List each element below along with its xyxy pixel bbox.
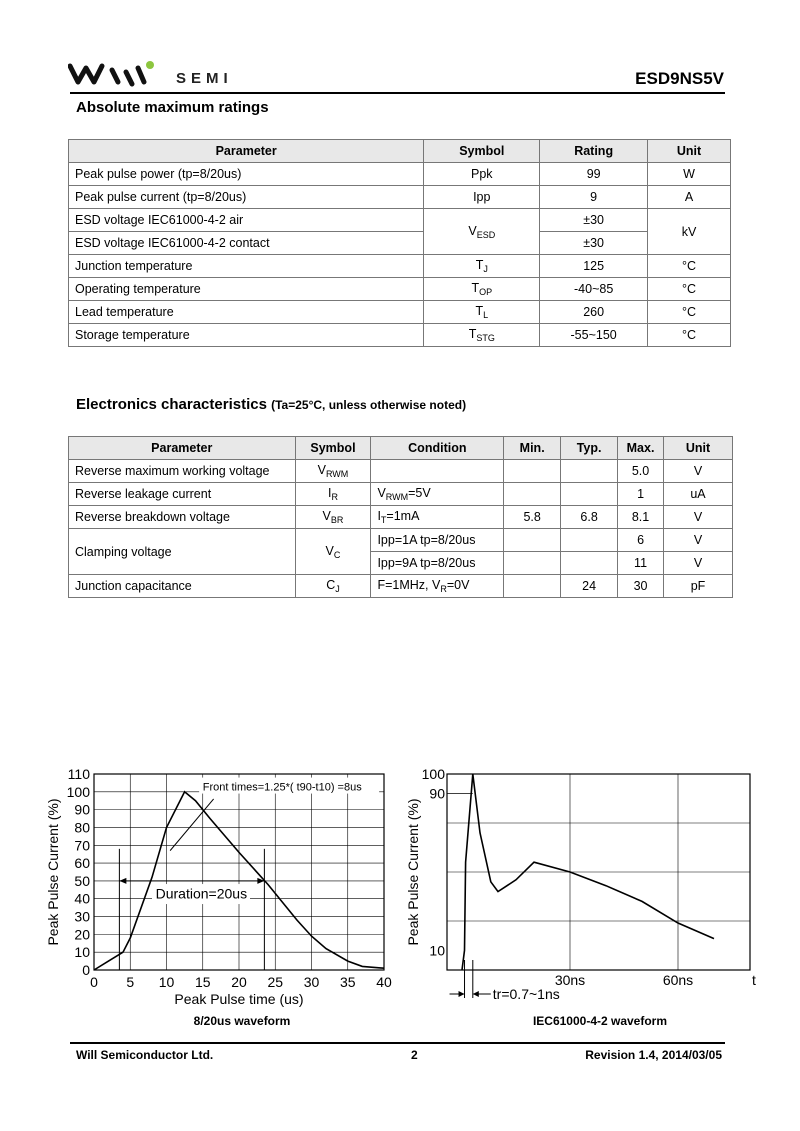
amr-rating: 260 <box>540 301 648 324</box>
ec-title: Electronics characteristics (Ta=25°C, unless otherwise noted) <box>76 396 467 413</box>
amr-symbol: $T_{STG}$ <box>424 324 540 347</box>
y-tick-label: 70 <box>74 837 90 854</box>
ec-symbol: $V_{RWM}$ <box>295 460 371 483</box>
amr-header-cell: Rating <box>540 140 648 163</box>
amr-symbol: $V_{ESD}$ <box>424 209 540 255</box>
y-tick-label: 90 <box>74 801 90 818</box>
ec-max: 8.1 <box>618 506 664 529</box>
amr-title: Absolute maximum ratings <box>76 99 269 116</box>
ec-max: 1 <box>618 483 664 506</box>
y-tick-label: 100 <box>421 766 445 782</box>
x-tick-label: 30ns <box>554 972 586 988</box>
table-row <box>69 163 731 186</box>
ec-max: 11 <box>618 552 664 575</box>
annotation-duration: Duration=20us <box>155 885 248 902</box>
ec-min <box>504 529 561 552</box>
amr-unit: °C <box>648 324 731 347</box>
table-row <box>69 460 733 483</box>
amr-unit: A <box>648 186 731 209</box>
ec-header-cell: Unit <box>664 437 733 460</box>
ec-header-cell: Max. <box>618 437 664 460</box>
ec-note: (Ta=25°C, unless otherwise noted) <box>271 398 467 412</box>
ec-condition: F=1MHz, $V_R=0V$ <box>371 575 504 598</box>
table-row <box>69 575 733 598</box>
chart-iec-waveform <box>400 760 765 1010</box>
amr-unit: kV <box>648 209 731 255</box>
arrow-head-left <box>459 991 465 997</box>
amr-unit: °C <box>648 255 731 278</box>
ec-unit: V <box>664 460 733 483</box>
table-row <box>69 529 733 552</box>
amr-param: Lead temperature <box>69 301 424 324</box>
table-row <box>69 232 731 255</box>
y-tick-label: 10 <box>429 942 445 959</box>
amr-rating: ±30 <box>540 232 648 255</box>
y-tick-label: 80 <box>74 819 90 836</box>
will-semi-logo <box>68 58 173 88</box>
y-tick-label: 40 <box>74 890 90 907</box>
y-tick-label: 0 <box>82 962 90 978</box>
ec-condition: Ipp=1A tp=8/20us <box>371 529 504 552</box>
amr-unit: W <box>648 163 731 186</box>
table-row <box>69 324 731 347</box>
ec-param: Reverse maximum working voltage <box>69 460 296 483</box>
table-row <box>69 278 731 301</box>
ec-symbol: $V_C$ <box>295 529 371 575</box>
y-axis-label: Peak Pulse Current (%) <box>45 798 61 946</box>
amr-symbol: $T_{OP}$ <box>424 278 540 301</box>
ec-header-cell: Parameter <box>69 437 296 460</box>
x-tick-label: 60ns <box>662 972 694 988</box>
amr-unit: °C <box>648 301 731 324</box>
amr-param: Operating temperature <box>69 278 424 301</box>
ec-symbol: $I_R$ <box>295 483 371 506</box>
amr-param: ESD voltage IEC61000-4-2 air <box>69 209 424 232</box>
chart-8-20us <box>40 760 400 1010</box>
x-tick-label: 40 <box>376 974 392 990</box>
y-tick-label: 110 <box>67 766 90 782</box>
ec-typ: 24 <box>561 575 618 598</box>
annotation-front-times: Front times=1.25*( t90-t10) =8us <box>202 781 362 794</box>
amr-param: ESD voltage IEC61000-4-2 contact <box>69 232 424 255</box>
footer-company: Will Semiconductor Ltd. <box>76 1048 214 1062</box>
amr-symbol: Ipp <box>424 186 540 209</box>
amr-symbol: $T_L$ <box>424 301 540 324</box>
x-tick-label: 5 <box>126 974 135 990</box>
ec-condition: Ipp=9A tp=8/20us <box>371 552 504 575</box>
ec-typ <box>561 552 618 575</box>
amr-param: Peak pulse power (tp=8/20us) <box>69 163 424 186</box>
ec-table <box>68 436 733 598</box>
table-row <box>69 301 731 324</box>
table-row <box>69 255 731 278</box>
ec-param: Reverse leakage current <box>69 483 296 506</box>
ec-param: Reverse breakdown voltage <box>69 506 296 529</box>
table-row <box>69 506 733 529</box>
ec-max: 5.0 <box>618 460 664 483</box>
ec-typ <box>561 529 618 552</box>
ec-typ <box>561 460 618 483</box>
ec-condition <box>371 460 504 483</box>
header-rule <box>70 92 725 94</box>
amr-symbol: $T_J$ <box>424 255 540 278</box>
chart1-caption: 8/20us waveform <box>193 1014 291 1028</box>
arrow-head-right <box>473 991 479 997</box>
amr-param: Storage temperature <box>69 324 424 347</box>
footer-revision: Revision 1.4, 2014/03/05 <box>585 1048 722 1062</box>
amr-rating: 9 <box>540 186 648 209</box>
y-tick-label: 20 <box>74 926 90 943</box>
ec-unit: V <box>664 552 733 575</box>
amr-rating: -40~85 <box>540 278 648 301</box>
ec-min <box>504 552 561 575</box>
ec-min: 5.8 <box>504 506 561 529</box>
x-tick-label: 10 <box>158 974 175 990</box>
amr-symbol: Ppk <box>424 163 540 186</box>
ec-max: 30 <box>618 575 664 598</box>
ec-header-cell: Symbol <box>295 437 371 460</box>
amr-header-cell: Symbol <box>424 140 540 163</box>
footer-page: 2 <box>411 1048 418 1062</box>
x-tick-label: 15 <box>194 974 211 990</box>
ec-typ: 6.8 <box>561 506 618 529</box>
x-tick-label: 20 <box>231 974 247 990</box>
amr-rating: -55~150 <box>540 324 648 347</box>
y-axis-label: Peak Pulse Current (%) <box>405 798 421 946</box>
amr-param: Peak pulse current (tp=8/20us) <box>69 186 424 209</box>
x-end-label: t <box>752 972 756 988</box>
amr-header-cell: Parameter <box>69 140 424 163</box>
footer-rule <box>70 1042 725 1044</box>
ec-header-cell: Min. <box>504 437 561 460</box>
ec-header-cell: Typ. <box>561 437 618 460</box>
ec-max: 6 <box>618 529 664 552</box>
chart2-caption: IEC61000-4-2 waveform <box>532 1014 668 1028</box>
y-tick-label: 30 <box>74 908 90 925</box>
ec-header-cell: Condition <box>371 437 504 460</box>
ec-symbol: $V_{BR}$ <box>295 506 371 529</box>
ec-min <box>504 575 561 598</box>
ec-param: Junction capacitance <box>69 575 296 598</box>
amr-rating: 99 <box>540 163 648 186</box>
x-axis-label: Peak Pulse time (us) <box>174 991 304 1007</box>
amr-rating: ±30 <box>540 209 648 232</box>
y-tick-label: 100 <box>66 783 90 800</box>
ec-condition: $V_{RWM}=5V$ <box>371 483 504 506</box>
x-tick-label: 25 <box>267 974 284 990</box>
amr-unit: °C <box>648 278 731 301</box>
brand-text: SEMI <box>176 70 233 87</box>
part-number: ESD9NS5V <box>635 69 724 88</box>
ec-typ <box>561 483 618 506</box>
ec-param: Clamping voltage <box>69 529 296 575</box>
table-row <box>69 483 733 506</box>
ec-min <box>504 460 561 483</box>
y-tick-label: 90 <box>429 785 445 802</box>
x-tick-label: 0 <box>90 974 98 990</box>
y-tick-label: 60 <box>74 855 90 872</box>
table-row <box>69 209 731 232</box>
amr-header-cell: Unit <box>648 140 731 163</box>
amr-param: Junction temperature <box>69 255 424 278</box>
ec-unit: uA <box>664 483 733 506</box>
table-row <box>69 186 731 209</box>
x-tick-label: 35 <box>339 974 356 990</box>
amr-table <box>68 139 731 347</box>
amr-rating: 125 <box>540 255 648 278</box>
y-tick-label: 50 <box>74 872 90 889</box>
x-tick-label: 30 <box>303 974 320 990</box>
ec-unit: pF <box>664 575 733 598</box>
y-tick-label: 10 <box>74 944 90 961</box>
ec-unit: V <box>664 506 733 529</box>
ec-symbol: $C_J$ <box>295 575 371 598</box>
ec-condition: $I_T=1mA$ <box>371 506 504 529</box>
annotation-rise-time: tr=0.7~1ns <box>492 986 560 1002</box>
ec-min <box>504 483 561 506</box>
ec-unit: V <box>664 529 733 552</box>
